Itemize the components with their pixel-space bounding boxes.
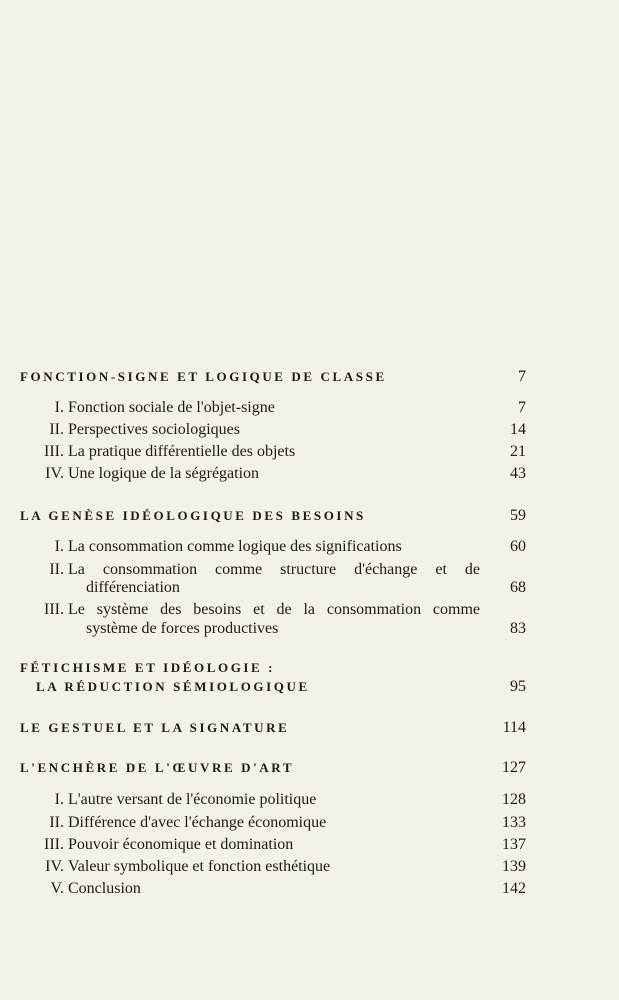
section-title: FONCTION-SIGNE ET LOGIQUE DE CLASSE [20,369,387,384]
entry-page-number: 128 [502,791,526,808]
entry-numeral: I. [54,538,64,555]
toc-entry [20,419,526,441]
entry-page-number: 68 [510,579,526,596]
section-page-number: 59 [510,507,526,524]
section-page-number: 7 [518,368,526,385]
entry-page-number: 133 [502,814,526,831]
toc-entry [20,812,526,834]
entry-title: Valeur symbolique et fonction esthétique [68,858,331,875]
entry-title: La consommation comme structure d'échange et de [68,561,480,578]
section-title: LA GENÈSE IDÉOLOGIQUE DES BESOINS [20,508,366,523]
entry-numeral: I. [54,791,64,808]
section-page-number: 95 [510,678,526,695]
section-page-number: 127 [502,759,526,776]
entry-title: Conclusion [68,880,141,897]
toc-entry [20,789,526,811]
entry-title: Pouvoir économique et domination [68,836,294,853]
section-heading [20,757,526,779]
toc-entry-continuation [20,618,526,640]
entry-numeral: IV. [45,465,64,482]
toc-entry [20,441,526,463]
section-title-continuation: LA RÉDUCTION SÉMIOLOGIQUE [36,679,310,694]
entry-title: Perspectives sociologiques [68,421,240,438]
entry-page-number: 7 [518,399,526,416]
entry-title-continuation: système de forces productives [86,620,279,637]
entry-numeral: V. [50,880,64,897]
entry-numeral: III. [44,601,64,618]
entry-title: Le système des besoins et de la consommation comme [68,601,480,618]
entry-title: Fonction sociale de l'objet-signe [68,399,275,416]
entry-page-number: 137 [502,836,526,853]
entry-numeral: IV. [45,858,64,875]
entry-numeral: II. [49,814,64,831]
section-title: L'ENCHÈRE DE L'ŒUVRE D'ART [20,760,295,775]
entry-title: Différence d'avec l'échange économique [68,814,327,831]
entry-page-number: 60 [510,538,526,555]
entry-numeral: I. [54,399,64,416]
entry-title: La consommation comme logique des significations [68,538,402,555]
toc-entry-continuation [20,577,526,599]
entry-numeral: III. [44,443,64,460]
entry-page-number: 21 [510,443,526,460]
section-page-number: 114 [502,719,526,736]
toc-entry [20,536,526,558]
toc-entry [20,856,526,878]
entry-page-number: 142 [502,880,526,897]
toc-entry [20,834,526,856]
entry-title-continuation: différenciation [86,579,180,596]
entry-numeral: II. [49,421,64,438]
entry-title: Une logique de la ségrégation [68,465,260,482]
entry-page-number: 14 [510,421,526,438]
section-title: FÉTICHISME ET IDÉOLOGIE : [20,660,276,675]
toc-entry [20,878,526,900]
entry-title: La pratique différentielle des objets [68,443,296,460]
entry-numeral: II. [49,561,64,578]
section-heading [20,717,526,739]
entry-page-number: 43 [510,465,526,482]
section-title: LE GESTUEL ET LA SIGNATURE [20,720,290,735]
section-heading [20,366,526,388]
section-heading [20,505,526,527]
entry-numeral: III. [44,836,64,853]
entry-page-number: 83 [510,620,526,637]
toc-entry [20,397,526,419]
entry-title: L'autre versant de l'économie politique [68,791,317,808]
section-heading-continuation [20,676,526,698]
toc-entry [20,463,526,485]
entry-page-number: 139 [502,858,526,875]
